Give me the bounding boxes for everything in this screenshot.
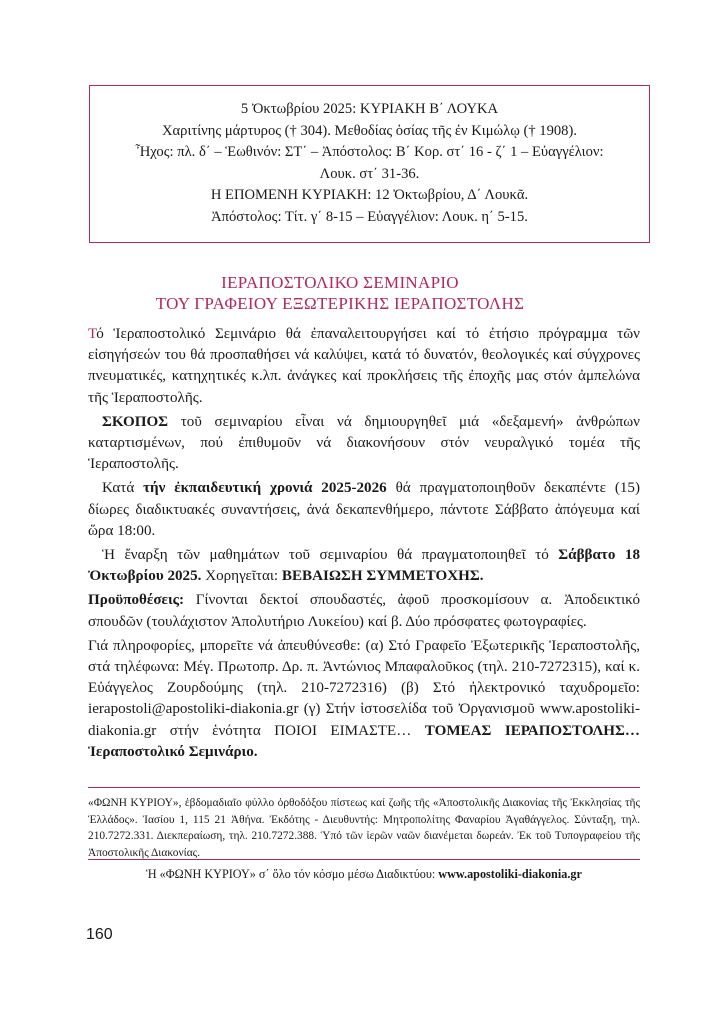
paragraph-intro: [88, 324, 640, 409]
article-heading: [60, 272, 620, 314]
page-number: 160: [86, 926, 113, 943]
contact-section: ΤΟΜΕΑΣ ΙΕΡΑΠΟΣΤΟΛΗΣ… Ἱεραποστολικό Σεμινάριο.: [88, 722, 640, 760]
website-footer: [88, 866, 640, 882]
heading-line-1: ΙΕΡΑΠΟΣΤΟΛΙΚΟ ΣΕΜΙΝΑΡΙΟ: [221, 273, 459, 292]
paragraph-contact: [88, 636, 640, 763]
website-text: Ἡ «ΦΩΝΗ ΚΥΡΙΟΥ» σ΄ ὅλο τόν κόσμο μέσω Διαδικτύου:: [146, 867, 439, 881]
requirements-label: Προϋποθέσεις:: [88, 592, 185, 609]
box-next-sunday-line: Η ΕΠΟΜΕΝΗ ΚΥΡΙΑΚΗ: 12 Ὀκτωβρίου, Δ΄ Λουκᾶ.: [210, 187, 529, 204]
article-body: [88, 324, 640, 766]
footer-divider-top: [88, 787, 640, 788]
start-text-a: Ἡ ἔναρξη τῶν μαθημάτων τοῦ σεμιναρίου θά πραγματοποιηθεῖ τό: [102, 547, 559, 564]
heading-line-2: ΤΟΥ ΓΡΑΦΕΙΟΥ ΕΞΩΤΕΡΙΚΗΣ ΙΕΡΑΠΟΣΤΟΛΗΣ: [155, 294, 525, 313]
footer-divider-bottom: [88, 859, 640, 860]
paragraph-schedule: [88, 478, 640, 542]
paragraph-start-date: [88, 545, 640, 587]
schedule-text-b: θά πραγματοποιηθοῦν δεκαπέντε (15) δίωρες διαδικτυακές συναντήσεις, ἀνά δεκαπενθήμερο, πάντοτε Σάββατο ἀπόγευμα καί ὥρα 18:00.: [88, 480, 640, 539]
start-text-b: Χορηγεῖται:: [201, 568, 282, 585]
certificate-label: ΒΕΒΑΙΩΣΗ ΣΥΜΜΕΤΟΧΗΣ.: [281, 568, 484, 585]
schedule-year: τήν ἐκπαιδευτική χρονιά 2025-2026: [143, 480, 387, 497]
paragraph-requirements: [88, 590, 640, 632]
publication-footer: «ΦΩΝΗ ΚΥΡΙΟΥ», ἑβδομαδιαῖο φύλλο ὀρθοδόξου πίστεως καί ζωῆς τῆς «Ἀποστολικῆς Διακονίας τῆς Ἐκκλησίας τῆς Ἑλλάδος». Ἰασίου 1, 115 21 Ἀθήνα. Ἐκδότης - Διευθυντής: Μητροπολίτης Φαναρίου Ἀγαθάγγελος. Σύνταξη, τηλ. 210.7272.331. Διεκπεραίωση, τηλ. 210.7272.388. Ὑπό τῶν ἱερῶν ναῶν διανέμεται δωρεάν. Ἐκ τοῦ Τυπογραφείου τῆς Ἀποστολικῆς Διακονίας.: [88, 797, 640, 859]
website-link[interactable]: www.apostoliki-diakonia.gr: [438, 867, 582, 881]
box-readings-line: Ἦχος: πλ. δ΄ – Ἑωθινόν: ΣΤ΄ – Ἀπόστολος: Β΄ Κορ. στ΄ 16 - ζ΄ 1 – Εὐαγγέλιον:: [135, 144, 604, 161]
requirements-text: Γίνονται δεκτοί σπουδαστές, ἀφοῦ προσκομίσουν α. Ἀποδεικτικό σπουδῶν (τουλάχιστον Ἀπολυτήριο Λυκείου) καί β. Δύο πρόσφατες φωτογραφίες.: [88, 592, 640, 630]
box-gospel-line: Λουκ. στ΄ 31-36.: [319, 165, 420, 182]
box-next-readings-line: Ἀπόστολος: Τίτ. γ΄ 8-15 – Εὐαγγέλιον: Λουκ. η΄ 5-15.: [211, 208, 528, 225]
purpose-text: τοῦ σεμιναρίου εἶναι νά δημιουργηθεῖ μιά «δεξαμενή» ἀνθρώπων καταρτισμένων, πού ἐπιθυμοῦν νά διακονήσουν στόν νευραλγικό τομέα τῆς Ἱεραποστολῆς.: [88, 413, 640, 473]
purpose-label: ΣΚΟΠΟΣ: [102, 413, 169, 430]
contact-text: Γιά πληροφορίες, μπορεῖτε νά ἀπευθύνεσθε: (α) Στό Γραφεῖο Ἐξωτερικῆς Ἱεραποστολῆς, στά τηλέφωνα: Μέγ. Πρωτοπρ. Δρ. π. Ἀντώνιος Μπαφαλοῦκος (τηλ. 210-7272315), καί κ. Εὐάγγελος Ζουρδούμης (τηλ. 210-7272316) (β) Στό ἠλεκτρονικό ταχυδρομεῖο: ierapostoli@apostoliki-diakonia.gr (γ) Στήν ἱστοσελίδα τοῦ Ὀργανισμοῦ www.apostoliki-diakonia.gr στήν ἑνότητα ΠΟΙΟΙ ΕΙΜΑΣΤΕ…: [88, 637, 640, 739]
paragraph-intro-text: ό Ἱεραποστολικό Σεμινάριο θά ἐπαναλειτουργήσει καί τό ἐτήσιο πρόγραμμα τῶν εἰσηγήσεών του θά προσπαθήσει νά καλύψει, κατά τό δυνατόν, θεολογικές καί σύγχρονες πνευματικές, κατηχητικές κ.λπ. ἀνάγκες καί προκλήσεις τῆς ἐποχῆς μας στόν ἀμπελώνα τῆς Ἱεραποστολῆς.: [88, 326, 640, 406]
drop-cap: Τ: [88, 326, 97, 342]
box-date-line: 5 Ὀκτωβρίου 2025: ΚΥΡΙΑΚΗ Β΄ ΛΟΥΚΑ: [240, 101, 499, 117]
liturgical-info-box: [89, 85, 650, 243]
paragraph-purpose: [88, 412, 640, 476]
schedule-text-a: Κατά: [102, 480, 144, 497]
box-saints-line: Χαριτίνης μάρτυρος († 304). Μεθοδίας ὁσίας τῆς ἐν Κιμώλῳ († 1908).: [161, 122, 577, 139]
start-date: Σάββατο 18 Ὀκτωβρίου 2025.: [88, 547, 640, 585]
